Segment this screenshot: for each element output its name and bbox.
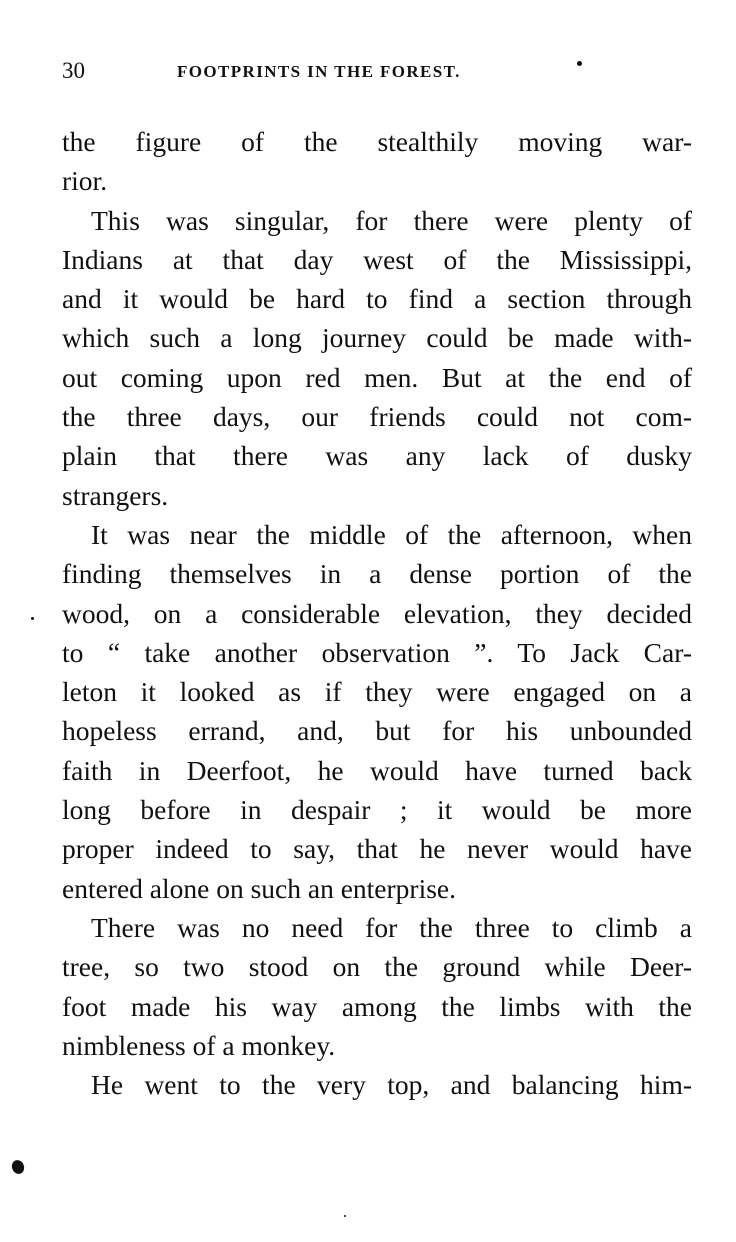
ink-speck [344,1215,346,1217]
text-line: and it would be hard to find a section through [62,283,692,315]
text-line: It was near the middle of the afternoon, when [91,518,692,550]
page-header [62,58,582,92]
text-line: He went to the very top, and balancing him- [91,1069,692,1101]
text-line: which such a long journey could be made with- [62,322,692,354]
text-line: foot made his way among the limbs with the [62,990,692,1022]
text-line: proper indeed to say, that he never would have [62,833,692,865]
body-text [62,122,692,1104]
text-line: the figure of the stealthily moving war- [62,126,692,157]
ink-speck [10,1158,26,1175]
page-number: 30 [62,58,85,83]
text-line: Indians at that day west of the Mississippi, [62,243,692,275]
text-line: rior. [62,165,108,197]
text-line: hopeless errand, and, but for his unbounded [62,715,692,747]
text-line: There was no need for the three to climb a [91,911,692,943]
text-line: out coming upon red men. But at the end of [62,361,692,393]
text-line: faith in Deerfoot, he would have turned back [62,754,692,786]
text-line: This was singular, for there were plenty of [91,204,692,236]
text-line: long before in despair ; it would be more [62,794,692,826]
text-line: tree, so two stood on the ground while Deer- [62,951,692,983]
text-line: entered alone on such an enterprise. [62,872,456,904]
running-title: FOOTPRINTS IN THE FOREST. [177,62,461,81]
text-line: leton it looked as if they were engaged on a [62,676,692,708]
text-line: the three days, our friends could not com- [62,401,692,433]
text-line: strangers. [62,479,169,511]
ink-speck [577,61,582,66]
text-line: to “ take another observation ”. To Jack Car- [62,636,692,668]
ink-speck [31,617,34,620]
text-line: finding themselves in a dense portion of the [62,558,692,590]
text-line: plain that there was any lack of dusky [62,440,692,472]
text-line: nimbleness of a monkey. [62,1029,336,1061]
text-line: wood, on a considerable elevation, they decided [62,597,692,629]
